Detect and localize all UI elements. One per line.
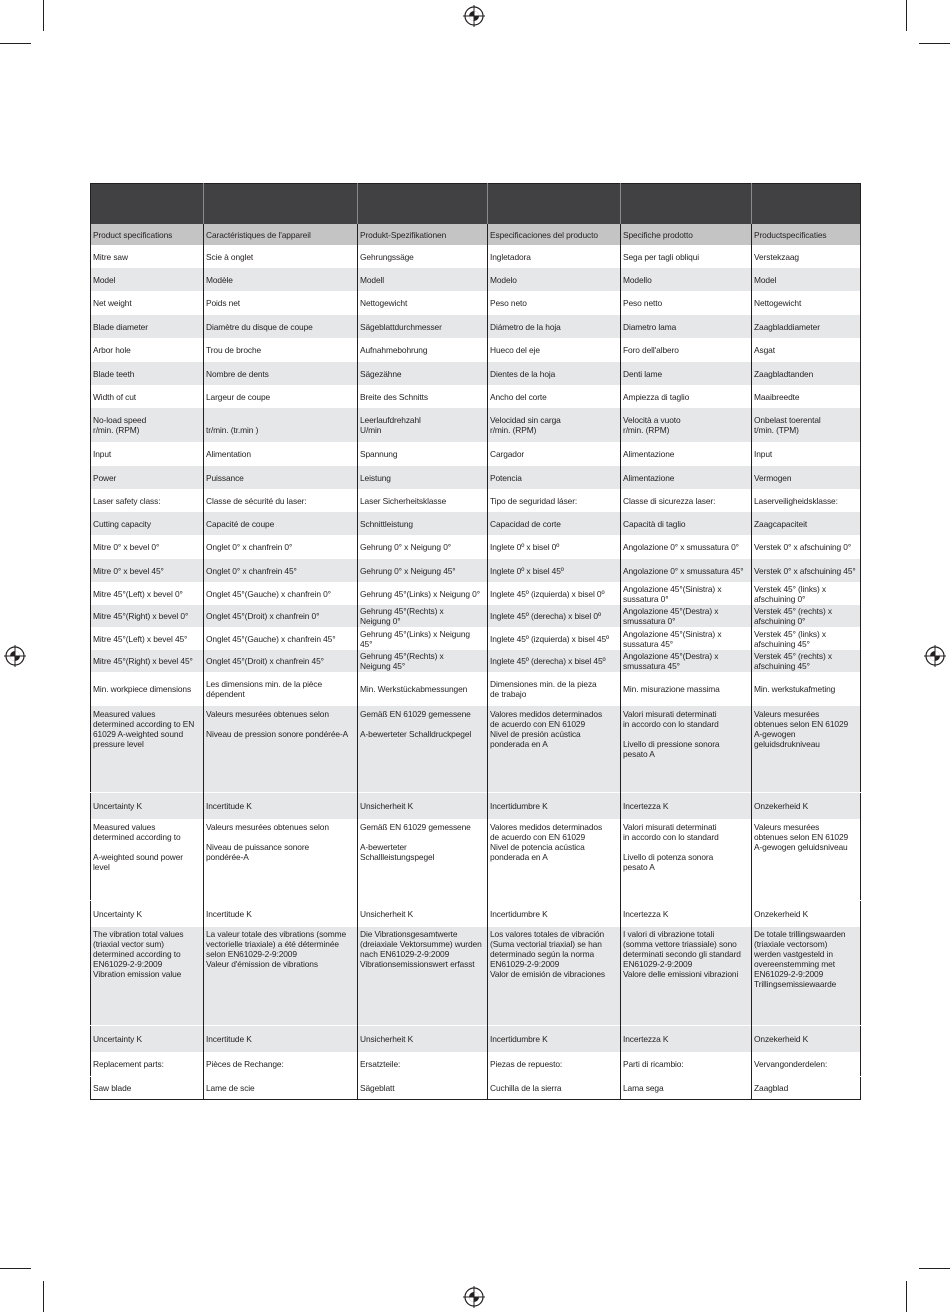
table-cell: Valeurs mesurées obtenues selon EN 61029 A-gewogen geluidsniveau xyxy=(752,819,861,901)
table-cell: Laserveiligheidsklasse: xyxy=(752,489,861,512)
table-cell: Incertezza K xyxy=(621,901,752,928)
table-cell: Incertidumbre K xyxy=(488,901,621,928)
table-cell: Incertitude K xyxy=(204,901,358,928)
table-cell: Gehrung 0° x Neigung 45° xyxy=(358,559,488,582)
table-cell: Onglet 45°(Droit) x chanfrein 0° xyxy=(204,605,358,627)
table-row xyxy=(91,819,861,901)
table-cell: Mitre 45°(Right) x bevel 45° xyxy=(91,650,204,672)
table-cell: Modelo xyxy=(488,268,621,291)
table-cell: Sega per tagli obliqui xyxy=(621,245,752,268)
registration-mark-right xyxy=(924,645,946,667)
crop-mark xyxy=(43,1281,44,1312)
table-cell: Min. misurazione massima xyxy=(621,672,752,706)
table-cell: Diámetro de la hoja xyxy=(488,315,621,338)
table-cell: Measured values determined according to EN 61029 A-weighted sound pressure level xyxy=(91,706,204,793)
table-cell: Gehrung 45°(Rechts) x Neigung 0° xyxy=(358,605,488,627)
crop-mark xyxy=(0,1268,31,1269)
table-cell: Valeurs mesurées obtenues selon EN 61029 A-gewogen geluidsdrukniveau xyxy=(752,706,861,793)
table-cell: Input xyxy=(91,442,204,466)
table-cell: Uncertainty K xyxy=(91,1026,204,1053)
table-cell: Inglete 45º (izquierda) x bisel 0º xyxy=(488,582,621,605)
header-cell: Productspecificaties xyxy=(752,224,861,245)
table-cell: Maaibreedte xyxy=(752,385,861,408)
table-cell: Schnittleistung xyxy=(358,512,488,535)
table-cell: Tipo de seguridad láser: xyxy=(488,489,621,512)
table-row xyxy=(91,1052,861,1077)
table-cell: Inglete 45º (derecha) x bisel 0º xyxy=(488,605,621,627)
table-cell: Uncertainty K xyxy=(91,901,204,928)
table-row xyxy=(91,385,861,408)
table-cell: Arbor hole xyxy=(91,338,204,362)
table-cell: Mitre 0° x bevel 0° xyxy=(91,535,204,559)
table-cell: Ersatzteile: xyxy=(358,1052,488,1077)
registration-mark-left xyxy=(4,645,26,667)
table-cell: Uncertainty K xyxy=(91,793,204,820)
table-cell: Mitre saw xyxy=(91,245,204,268)
table-row xyxy=(91,245,861,268)
table-cell: Net weight xyxy=(91,291,204,315)
table-cell: Unsicherheit K xyxy=(358,1026,488,1053)
registration-mark-top xyxy=(463,5,485,27)
table-cell: Onglet 45°(Gauche) x chanfrein 45° xyxy=(204,627,358,650)
table-cell: Power xyxy=(91,466,204,489)
table-cell: Capacité de coupe xyxy=(204,512,358,535)
table-cell: Ancho del corte xyxy=(488,385,621,408)
table-row xyxy=(91,793,861,820)
table-cell: Modell xyxy=(358,268,488,291)
table-cell: Angolazione 45°(Destra) x smussatura 45° xyxy=(621,650,752,672)
table-row xyxy=(91,408,861,442)
table-row xyxy=(91,605,861,627)
table-cell: No-load speed r/min. (RPM) xyxy=(91,408,204,442)
table-cell: Onglet 0° x chanfrein 45° xyxy=(204,559,358,582)
table-cell: Angolazione 0° x smussatura 0° xyxy=(621,535,752,559)
table-cell: Leistung xyxy=(358,466,488,489)
specifications-table xyxy=(90,183,861,1100)
table-cell: Gemäß EN 61029 gemessene A-bewerteter Schalldruckpegel xyxy=(358,706,488,793)
table-cell: Zaagbladtanden xyxy=(752,362,861,385)
table-cell: Blade teeth xyxy=(91,362,204,385)
crop-mark xyxy=(906,1281,907,1312)
table-cell: Die Vibrationsgesamtwerte (dreiaxiale Vektorsumme) wurden nach EN61029-2-9:2009 Vibrationsemissionswert erfasst xyxy=(358,927,488,1026)
table-cell: Onglet 45°(Gauche) x chanfrein 0° xyxy=(204,582,358,605)
table-cell: Angolazione 45°(Sinistra) x sussatura 45° xyxy=(621,627,752,650)
table-cell: Valori misurati determinati in accordo con lo standard Livello di potenza sonora pesato A xyxy=(621,819,752,901)
table-cell: Onbelast toerental t/min. (TPM) xyxy=(752,408,861,442)
table-cell: Laser Sicherheitsklasse xyxy=(358,489,488,512)
table-cell: Mitre 45°(Right) x bevel 0° xyxy=(91,605,204,627)
table-row xyxy=(91,338,861,362)
table-cell: De totale trillingswaarden (triaxiale vectorsom) werden vastgesteld in overeenstemming met EN61029-2-9:2009 Trillingsemissiewaarde xyxy=(752,927,861,1026)
table-cell: Inglete 45º (derecha) x bisel 45º xyxy=(488,650,621,672)
table-cell: Unsicherheit K xyxy=(358,901,488,928)
header-cell: Caractéristiques de l'appareil xyxy=(204,224,358,245)
table-cell: Puissance xyxy=(204,466,358,489)
header-cell: Produkt-Spezifikationen xyxy=(358,224,488,245)
table-row xyxy=(91,650,861,672)
table-cell: Dientes de la hoja xyxy=(488,362,621,385)
table-cell: Mitre 45°(Left) x bevel 0° xyxy=(91,582,204,605)
table-cell: Largeur de coupe xyxy=(204,385,358,408)
table-cell: Valori misurati determinati in accordo con lo standard Livello di pressione sonora pesato A xyxy=(621,706,752,793)
table-cell: The vibration total values (triaxial vector sum) determined according to EN61029-2-9:2009 Vibration emission value xyxy=(91,927,204,1026)
table-cell: Cargador xyxy=(488,442,621,466)
table-cell: Min. Werkstückabmessungen xyxy=(358,672,488,706)
table-cell: Vervangonderdelen: xyxy=(752,1052,861,1077)
table-cell: Incertitude K xyxy=(204,793,358,820)
table-cell: Incertidumbre K xyxy=(488,793,621,820)
table-cell: Alimentazione xyxy=(621,442,752,466)
table-cell: Dimensiones min. de la pieza de trabajo xyxy=(488,672,621,706)
table-cell: Aufnahmebohrung xyxy=(358,338,488,362)
table-cell: Input xyxy=(752,442,861,466)
table-cell: Alimentazione xyxy=(621,466,752,489)
table-row xyxy=(91,512,861,535)
table-row xyxy=(91,291,861,315)
table-cell: Valores medidos determinados de acuerdo con EN 61029 Nivel de potencia acústica ponderada en A xyxy=(488,819,621,901)
table-cell: Saw blade xyxy=(91,1077,204,1100)
table-row xyxy=(91,268,861,291)
table-top-band xyxy=(91,184,861,225)
table-cell: Sägeblatt xyxy=(358,1077,488,1100)
table-cell: Replacement parts: xyxy=(91,1052,204,1077)
table-cell: Diamètre du disque de coupe xyxy=(204,315,358,338)
table-cell: Mitre 45°(Left) x bevel 45° xyxy=(91,627,204,650)
table-row xyxy=(91,559,861,582)
table-cell: Onglet 45°(Droit) x chanfrein 45° xyxy=(204,650,358,672)
table-cell: Nettogewicht xyxy=(752,291,861,315)
table-row xyxy=(91,672,861,706)
table-cell: Gehrung 45°(Links) x Neigung 45° xyxy=(358,627,488,650)
table-cell: Nombre de dents xyxy=(204,362,358,385)
table-cell: Capacidad de corte xyxy=(488,512,621,535)
table-cell: Measured values determined according to A-weighted sound power level xyxy=(91,819,204,901)
crop-mark xyxy=(919,1268,950,1269)
table-cell: Diametro lama xyxy=(621,315,752,338)
table-row xyxy=(91,535,861,559)
table-cell: Verstek 45° (rechts) x afschuining 45° xyxy=(752,650,861,672)
table-cell: La valeur totale des vibrations (somme vectorielle triaxiale) a été déterminée selon EN61029-2-9:2009 Valeur d'émission de vibrations xyxy=(204,927,358,1026)
table-cell: Ampiezza di taglio xyxy=(621,385,752,408)
table-cell: Incertezza K xyxy=(621,793,752,820)
table-row xyxy=(91,901,861,928)
header-cell: Specifiche prodotto xyxy=(621,224,752,245)
table-cell: Spannung xyxy=(358,442,488,466)
table-cell: Inglete 45º (izquierda) x bisel 45º xyxy=(488,627,621,650)
table-cell: tr/min. (tr.min ) xyxy=(204,408,358,442)
table-cell: Gemäß EN 61029 gemessene A-bewerteter Schallleistungspegel xyxy=(358,819,488,901)
table-cell: Gehrungssäge xyxy=(358,245,488,268)
table-cell: Onglet 0° x chanfrein 0° xyxy=(204,535,358,559)
table-cell: Zaagcapaciteit xyxy=(752,512,861,535)
table-cell: Valores medidos determinados de acuerdo con EN 61029 Nivel de presión acústica ponderada en A xyxy=(488,706,621,793)
table-cell: Inglete 0º x bisel 0º xyxy=(488,535,621,559)
table-cell: Valeurs mesurées obtenues selon Niveau de pression sonore pondérée-A xyxy=(204,706,358,793)
table-cell: Onzekerheid K xyxy=(752,901,861,928)
table-cell: Incertezza K xyxy=(621,1026,752,1053)
table-cell: Piezas de repuesto: xyxy=(488,1052,621,1077)
table-cell: Lame de scie xyxy=(204,1077,358,1100)
table-cell: Les dimensions min. de la pièce dépendent xyxy=(204,672,358,706)
table-cell: Leerlaufdrehzahl U/min xyxy=(358,408,488,442)
table-cell: Sägezähne xyxy=(358,362,488,385)
table-cell: Velocidad sin carga r/min. (RPM) xyxy=(488,408,621,442)
table-cell: Incertidumbre K xyxy=(488,1026,621,1053)
table-cell: Classe di sicurezza laser: xyxy=(621,489,752,512)
table-row xyxy=(91,442,861,466)
table-cell: Scie à onglet xyxy=(204,245,358,268)
table-cell: Angolazione 45°(Sinistra) x sussatura 0° xyxy=(621,582,752,605)
table-cell: Classe de sécurité du laser: xyxy=(204,489,358,512)
table-row xyxy=(91,1026,861,1053)
table-row xyxy=(91,362,861,385)
table-cell: Capacità di taglio xyxy=(621,512,752,535)
crop-mark xyxy=(0,43,31,44)
crop-mark xyxy=(43,0,44,31)
header-cell: Product specifications xyxy=(91,224,204,245)
table-cell: Zaagbladdiameter xyxy=(752,315,861,338)
table-cell: Unsicherheit K xyxy=(358,793,488,820)
table-cell: Onzekerheid K xyxy=(752,793,861,820)
table-cell: Potencia xyxy=(488,466,621,489)
table-cell: Verstek 45° (rechts) x afschuining 0° xyxy=(752,605,861,627)
table-cell: Zaagblad xyxy=(752,1077,861,1100)
table-cell: Pièces de Rechange: xyxy=(204,1052,358,1077)
table-cell: Verstek 45° (links) x afschuining 45° xyxy=(752,627,861,650)
table-row xyxy=(91,627,861,650)
table-cell: Lama sega xyxy=(621,1077,752,1100)
table-cell: Incertitude K xyxy=(204,1026,358,1053)
table-cell: Vermogen xyxy=(752,466,861,489)
table-cell: Width of cut xyxy=(91,385,204,408)
table-row xyxy=(91,1077,861,1100)
table-cell: Min. workpiece dimensions xyxy=(91,672,204,706)
table-cell: Laser safety class: xyxy=(91,489,204,512)
table-cell: Peso netto xyxy=(621,291,752,315)
table-cell: Verstek 0° x afschuining 0° xyxy=(752,535,861,559)
table-cell: Angolazione 45°(Destra) x smussatura 0° xyxy=(621,605,752,627)
table-cell: Nettogewicht xyxy=(358,291,488,315)
table-cell: Onzekerheid K xyxy=(752,1026,861,1053)
table-cell: Parti di ricambio: xyxy=(621,1052,752,1077)
table-cell: Blade diameter xyxy=(91,315,204,338)
table-cell: I valori di vibrazione totali (somma vettore triassiale) sono determinati secondo gli standard EN61029-2-9:2009 Valore delle emissioni vibrazioni xyxy=(621,927,752,1026)
table-cell: Breite des Schnitts xyxy=(358,385,488,408)
table-row xyxy=(91,582,861,605)
table-cell: Model xyxy=(91,268,204,291)
registration-mark-bottom xyxy=(463,1286,485,1308)
crop-mark xyxy=(919,43,950,44)
table-cell: Valeurs mesurées obtenues selon Niveau de puissance sonore pondérée-A xyxy=(204,819,358,901)
table-row xyxy=(91,706,861,793)
table-cell: Trou de broche xyxy=(204,338,358,362)
table-cell: Sägeblattdurchmesser xyxy=(358,315,488,338)
table-cell: Gehrung 45°(Links) x Neigung 0° xyxy=(358,582,488,605)
table-cell: Angolazione 0° x smussatura 45° xyxy=(621,559,752,582)
table-cell: Model xyxy=(752,268,861,291)
table-cell: Cuchilla de la sierra xyxy=(488,1077,621,1100)
table-cell: Asgat xyxy=(752,338,861,362)
table-cell: Ingletadora xyxy=(488,245,621,268)
table-row xyxy=(91,927,861,1026)
table-cell: Inglete 0º x bisel 45º xyxy=(488,559,621,582)
table-cell: Modello xyxy=(621,268,752,291)
table-cell: Min. werkstukafmeting xyxy=(752,672,861,706)
table-cell: Poids net xyxy=(204,291,358,315)
table-cell: Los valores totales de vibración (Suma vectorial triaxial) se han determinado según la norma EN61029-2-9:2009 Valor de emisión de vibraciones xyxy=(488,927,621,1026)
table-cell: Gehrung 0° x Neigung 0° xyxy=(358,535,488,559)
table-cell: Mitre 0° x bevel 45° xyxy=(91,559,204,582)
table-cell: Verstek 45° (links) x afschuining 0° xyxy=(752,582,861,605)
table-cell: Verstekzaag xyxy=(752,245,861,268)
table-cell: Peso neto xyxy=(488,291,621,315)
table-row xyxy=(91,466,861,489)
table-row xyxy=(91,315,861,338)
table-cell: Alimentation xyxy=(204,442,358,466)
table-cell: Velocità a vuoto r/min. (RPM) xyxy=(621,408,752,442)
table-cell: Denti lame xyxy=(621,362,752,385)
table-header-row xyxy=(91,224,861,245)
crop-mark xyxy=(906,0,907,31)
table-cell: Foro dell'albero xyxy=(621,338,752,362)
table-cell: Verstek 0° x afschuining 45° xyxy=(752,559,861,582)
table-cell: Modèle xyxy=(204,268,358,291)
header-cell: Especificaciones del producto xyxy=(488,224,621,245)
table-cell: Gehrung 45°(Rechts) x Neigung 45° xyxy=(358,650,488,672)
table-cell: Hueco del eje xyxy=(488,338,621,362)
table-row xyxy=(91,489,861,512)
table-cell: Cutting capacity xyxy=(91,512,204,535)
